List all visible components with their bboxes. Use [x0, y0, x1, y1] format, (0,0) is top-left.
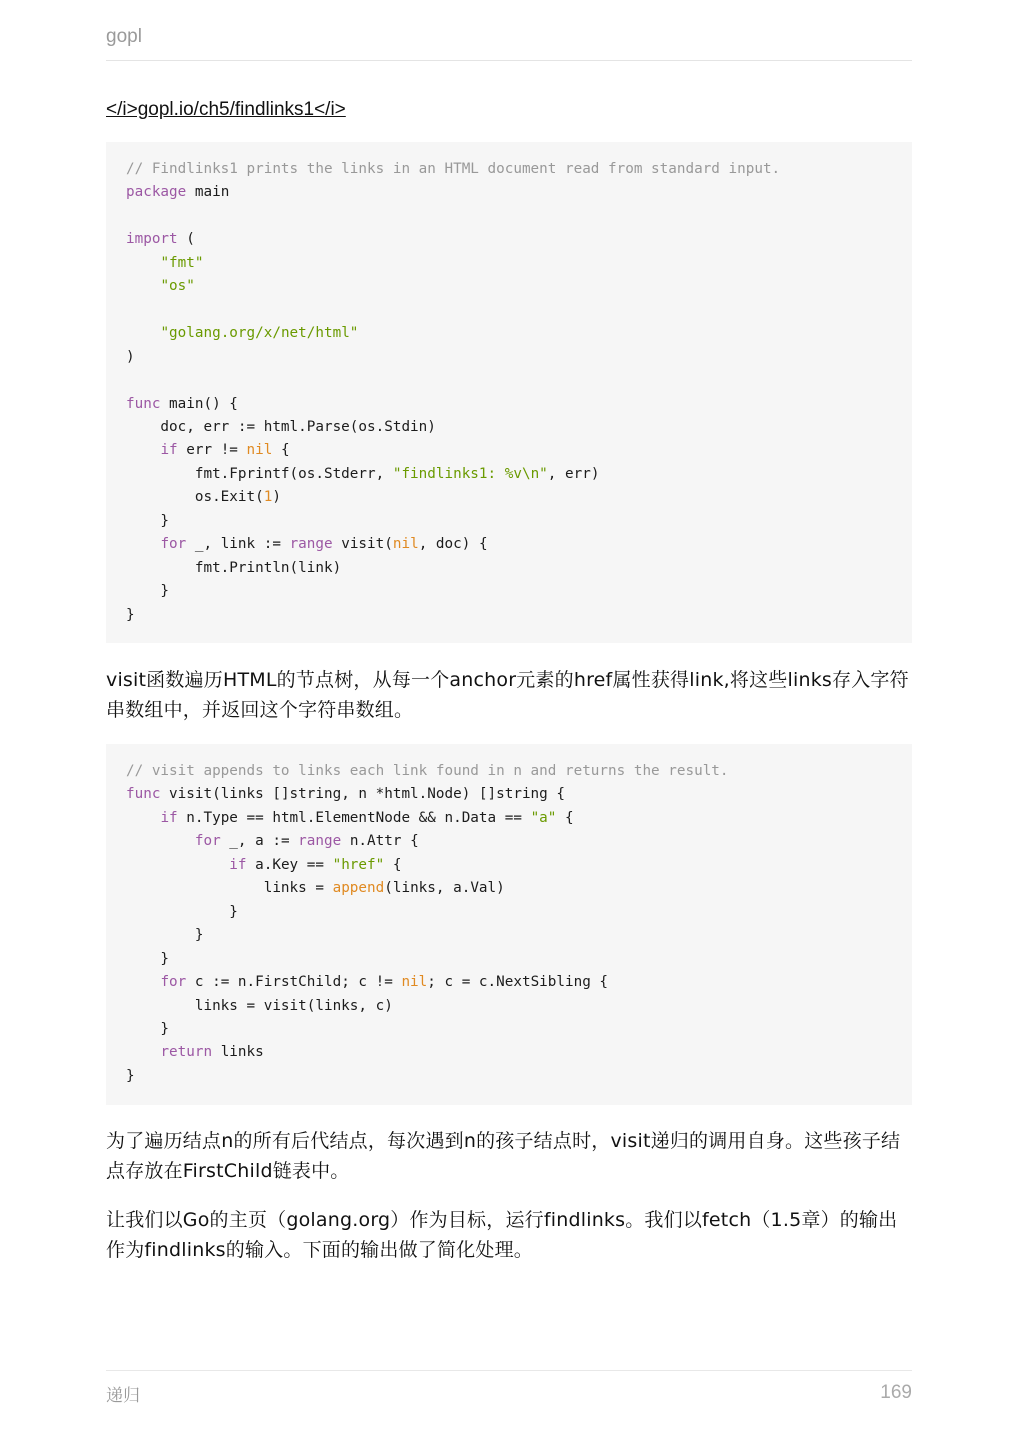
chapter-name: 递归: [106, 1386, 140, 1406]
page-number: 169: [880, 1382, 912, 1403]
paragraph-run-example: 让我们以Go的主页（golang.org）作为目标，运行findlinks。我们以fetch（1.5章）的输出作为findlinks的输入。下面的输出做了简化处理。: [106, 1209, 898, 1261]
code-block-visit: [106, 744, 912, 1105]
paragraph-visit-description: visit函数遍历HTML的节点树，从每一个anchor元素的href属性获得link,将这些links存入字符串数组中，并返回这个字符串数组。: [106, 669, 909, 721]
source-file-link[interactable]: </i>gopl.io/ch5/findlinks1</i>: [106, 99, 346, 120]
paragraph-recursion-description: 为了遍历结点n的所有后代结点，每次遇到n的孩子结点时，visit递归的调用自身。这些孩子结点存放在FirstChild链表中。: [106, 1130, 901, 1182]
code-listing: // visit appends to links each link found in n and returns the result. func visit(links []string, n *html.Node) []string { if n.Type == html.ElementNode && n.Data == "a" { for _, a := range n.Attr { if a.Key == "href" { links = append(links, a.Val) } } } for c := n.FirstChild; c != nil; c = c.NextSibling { links = visit(links, c) } return links }: [126, 763, 729, 1084]
page-footer: [106, 1370, 912, 1421]
code-block-findlinks1: [106, 142, 912, 643]
code-listing: // Findlinks1 prints the links in an HTML document read from standard input. package main import ( "fmt" "os" "golang.org/x/net/html" ) func main() { doc, err := html.Parse(os.Stdin) if err != nil { fmt.Fprintf(os.Stderr, "findlinks1: %v\n", err) os.Exit(1) } for _, link := range visit(nil, doc) { fmt.Println(link) } }: [126, 161, 781, 623]
page-header: [106, 24, 912, 61]
book-title: gopl: [106, 26, 142, 47]
